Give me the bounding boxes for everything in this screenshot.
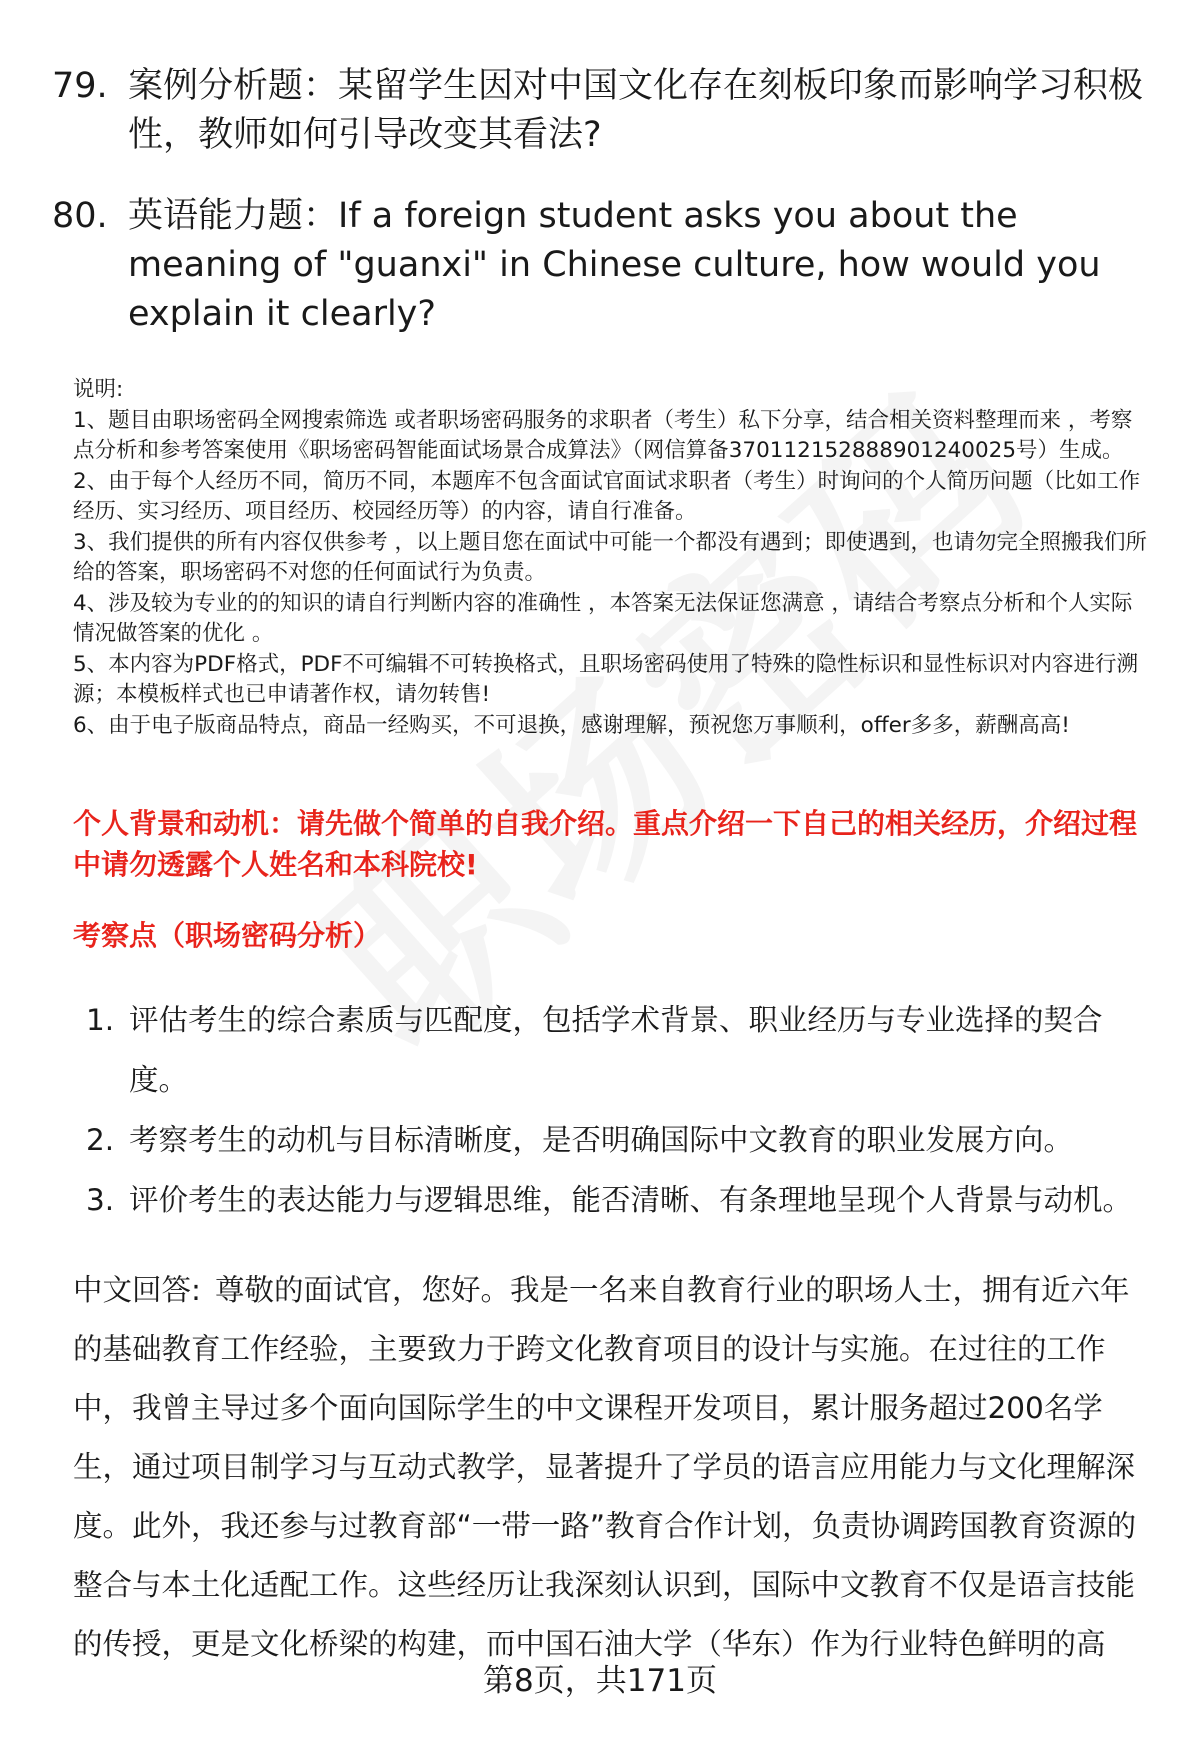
notes-title: 说明: xyxy=(73,377,124,402)
key-point-item xyxy=(86,990,1146,1110)
key-points-title: 考察点（职场密码分析） xyxy=(73,919,382,952)
answer-text: 尊敬的面试官，您好。我是一名来自教育行业的职场人士，拥有近六年的基础教育工作经验，主要致力于跨文化教育项目的设计与实施。在过往的工作中，我曾主导过多个面向国际学生的中文课程开发项目，累计服务超过200名学生，通过项目制学习与互动式教学，显著提升了学员的语言应用能力与文化理解深度。此外，我还参与过教育部“一带一路”教育合作计划，负责协调跨国教育资源的整合与本土化适配工作。这些经历让我深刻认识到，国际中文教育不仅是语言技能的传授，更是文化桥梁的构建，而中国石油大学（华东）作为行业特色鲜明的高 xyxy=(73,1273,1137,1661)
question-number: 79. xyxy=(52,66,108,106)
key-point-number: 1. xyxy=(86,1003,115,1037)
key-point-number: 2. xyxy=(86,1123,115,1157)
key-points-list xyxy=(86,990,1146,1230)
question-80 xyxy=(52,192,1152,339)
page-footer: 第8页，共171页 xyxy=(483,1663,717,1699)
note-item: 3、我们提供的所有内容仅供参考 ，以上题目您在面试中可能一个都没有遇到；即使遇到，也请勿完全照搬我们所给的答案，职场密码不对您的任何面试行为负责。 xyxy=(73,529,1148,585)
answer-label: 中文回答: xyxy=(73,1273,201,1307)
note-item: 6、由于电子版商品特点，商品一经购买，不可退换，感谢理解，预祝您万事顺利，offer多多，薪酬高高! xyxy=(73,712,1070,738)
question-79 xyxy=(52,62,1152,160)
question-text: 英语能力题：If a foreign student asks you about the meaning of "guanxi" in Chinese culture, how would you explain it clearly? xyxy=(128,196,1101,334)
note-item: 2、由于每个人经历不同，简历不同，本题库不包含面试官面试求职者（考生）时询问的个人简历问题（比如工作经历、实习经历、项目经历、校园经历等）的内容，请自行准备。 xyxy=(73,468,1141,524)
note-item: 1、题目由职场密码全网搜索筛选 或者职场密码服务的求职者（考生）私下分享，结合相关资料整理而来 ，考察点分析和参考答案使用《职场密码智能面试场景合成算法》（网信算备370112152888901240025号）生成。 xyxy=(73,407,1133,463)
key-point-text: 评价考生的表达能力与逻辑思维，能否清晰、有条理地呈现个人背景与动机。 xyxy=(129,1183,1133,1217)
key-point-item xyxy=(86,1170,1146,1230)
note-item: 5、本内容为PDF格式，PDF不可编辑不可转换格式，且职场密码使用了特殊的隐性标识和显性标识对内容进行溯源；本模板样式也已申请著作权，请勿转售! xyxy=(73,651,1138,707)
key-point-number: 3. xyxy=(86,1183,115,1217)
question-text: 案例分析题：某留学生因对中国文化存在刻板印象而影响学习积极性，教师如何引导改变其看法? xyxy=(128,66,1144,155)
key-point-text: 考察考生的动机与目标清晰度，是否明确国际中文教育的职业发展方向。 xyxy=(129,1123,1074,1157)
notes-section xyxy=(73,375,1153,741)
question-number: 80. xyxy=(52,196,108,236)
answer-section xyxy=(73,1261,1158,1674)
key-point-item xyxy=(86,1110,1146,1170)
intro-question: 个人背景和动机：请先做个简单的自我介绍。重点介绍一下自己的相关经历，介绍过程中请勿透露个人姓名和本科院校! xyxy=(73,807,1138,881)
note-item: 4、涉及较为专业的的知识的请自行判断内容的准确性 ，本答案无法保证您满意 ，请结合考察点分析和个人实际情况做答案的优化 。 xyxy=(73,590,1133,646)
key-point-text: 评估考生的综合素质与匹配度，包括学术背景、职业经历与专业选择的契合度。 xyxy=(129,1003,1103,1097)
